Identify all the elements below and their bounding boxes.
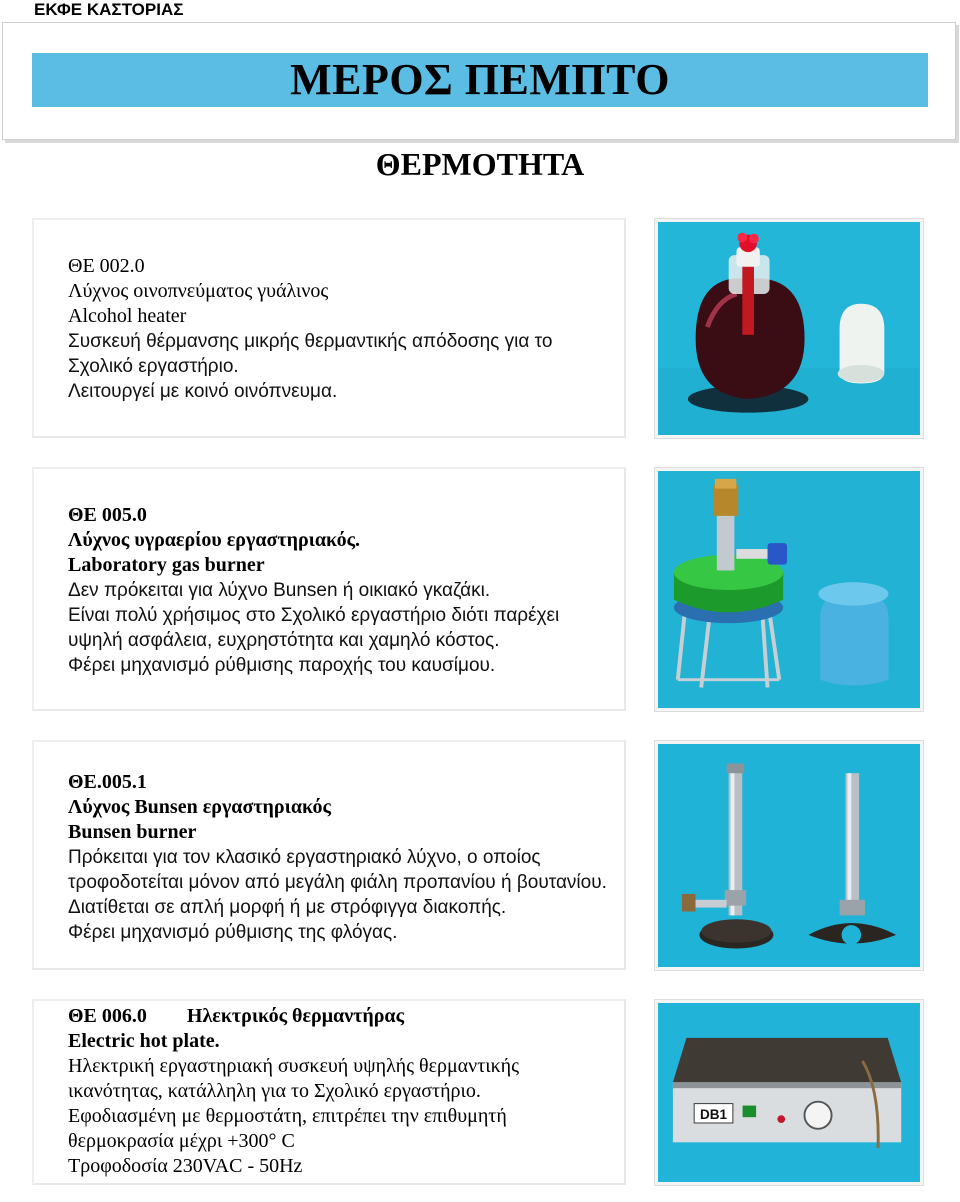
item-description-line: τροφοδοτείται μόνον από μεγάλη φιάλη προπανίου ή βουτανίου. [68, 872, 607, 893]
item-description-line: Σχολικό εργαστήριο. [68, 356, 239, 377]
item-text-box [32, 218, 626, 438]
bunsen-burners-photo [655, 741, 923, 970]
item-code: ΘΕ 002.0 [68, 255, 145, 277]
hot-plate-model-label: DB1 [699, 1107, 728, 1123]
item-name-english: Electric hot plate. [68, 1030, 220, 1052]
item-name-english: Alcohol heater [68, 305, 187, 327]
hot-plate-image [658, 1003, 920, 1182]
item-name-greek: Λύχνος Bunsen εργαστηριακός [68, 796, 331, 818]
item-text-box [32, 999, 626, 1185]
hot-plate-photo [655, 1000, 923, 1185]
item-name-greek: Ηλεκτρικός θερμαντήρας [186, 1005, 405, 1027]
item-description-line: υψηλή ασφάλεια, ευχρηστότητα και χαμηλό κόστος. [68, 630, 500, 651]
item-description-line: Πρόκειται για τον κλασικό εργαστηριακό λύχνο, ο οποίος [68, 847, 541, 868]
item-description-line: Λειτουργεί με κοινό οινόπνευμα. [68, 381, 338, 402]
item-code: ΘΕ 005.0 [68, 504, 147, 526]
section-title: ΘΕΡΜΟΤΗΤΑ [375, 146, 585, 182]
item-description-line: Εφοδιασμένη με θερμοστάτη, επιτρέπει την επιθυμητή [68, 1105, 507, 1127]
item-description-line: Διατίθεται σε απλή μορφή ή με στρόφιγγα διακοπής. [68, 897, 507, 918]
item-description-line: Τροφοδοσία 230VAC - 50Hz [68, 1155, 303, 1177]
page-title: ΜΕΡΟΣ ΠΕΜΠΤΟ [32, 53, 928, 107]
item-description-line: Φέρει μηχανισμό ρύθμισης παροχής του καυσίμου. [68, 655, 496, 676]
item-text-box [32, 467, 626, 711]
item-description-line: θερμοκρασία μέχρι +300° C [68, 1130, 295, 1152]
item-name-english: Bunsen burner [68, 821, 197, 843]
item-description-line: ικανότητας, κατάλληλη για το Σχολικό εργαστήριο. [68, 1080, 481, 1102]
item-description-line: Είναι πολύ χρήσιμος στο Σχολικό εργαστήριο διότι παρέχει [68, 605, 560, 626]
item-description-line: Δεν πρόκειται για λύχνο Bunsen ή οικιακό γκαζάκι. [68, 580, 491, 601]
item-code: ΘΕ.005.1 [68, 771, 147, 793]
item-name-english: Laboratory gas burner [68, 554, 265, 576]
item-description-line: Φέρει μηχανισμό ρύθμισης της φλόγας. [68, 922, 398, 943]
item-text-box [32, 740, 626, 970]
gas-burner-photo [655, 468, 923, 711]
gas-burner-image [658, 471, 920, 708]
alcohol-lamp-photo [655, 219, 923, 438]
item-code: ΘΕ 006.0 [68, 1005, 147, 1027]
item-name-greek: Λύχνος οινοπνεύματος γυάλινος [68, 280, 329, 302]
alcohol-lamp-image [658, 222, 920, 435]
item-description-line: Ηλεκτρική εργαστηριακή συσκευή υψηλής θερμαντικής [68, 1055, 520, 1077]
organization-name: ΕΚΦΕ ΚΑΣΤΟΡΙΑΣ [34, 0, 184, 19]
item-description-line: Συσκευή θέρμανσης μικρής θερμαντικής απόδοσης για το [68, 331, 553, 352]
item-code-and-name [68, 1004, 624, 1029]
item-name-greek: Λύχνος υγραερίου εργαστηριακός. [68, 529, 361, 551]
bunsen-burners-image [658, 744, 920, 967]
